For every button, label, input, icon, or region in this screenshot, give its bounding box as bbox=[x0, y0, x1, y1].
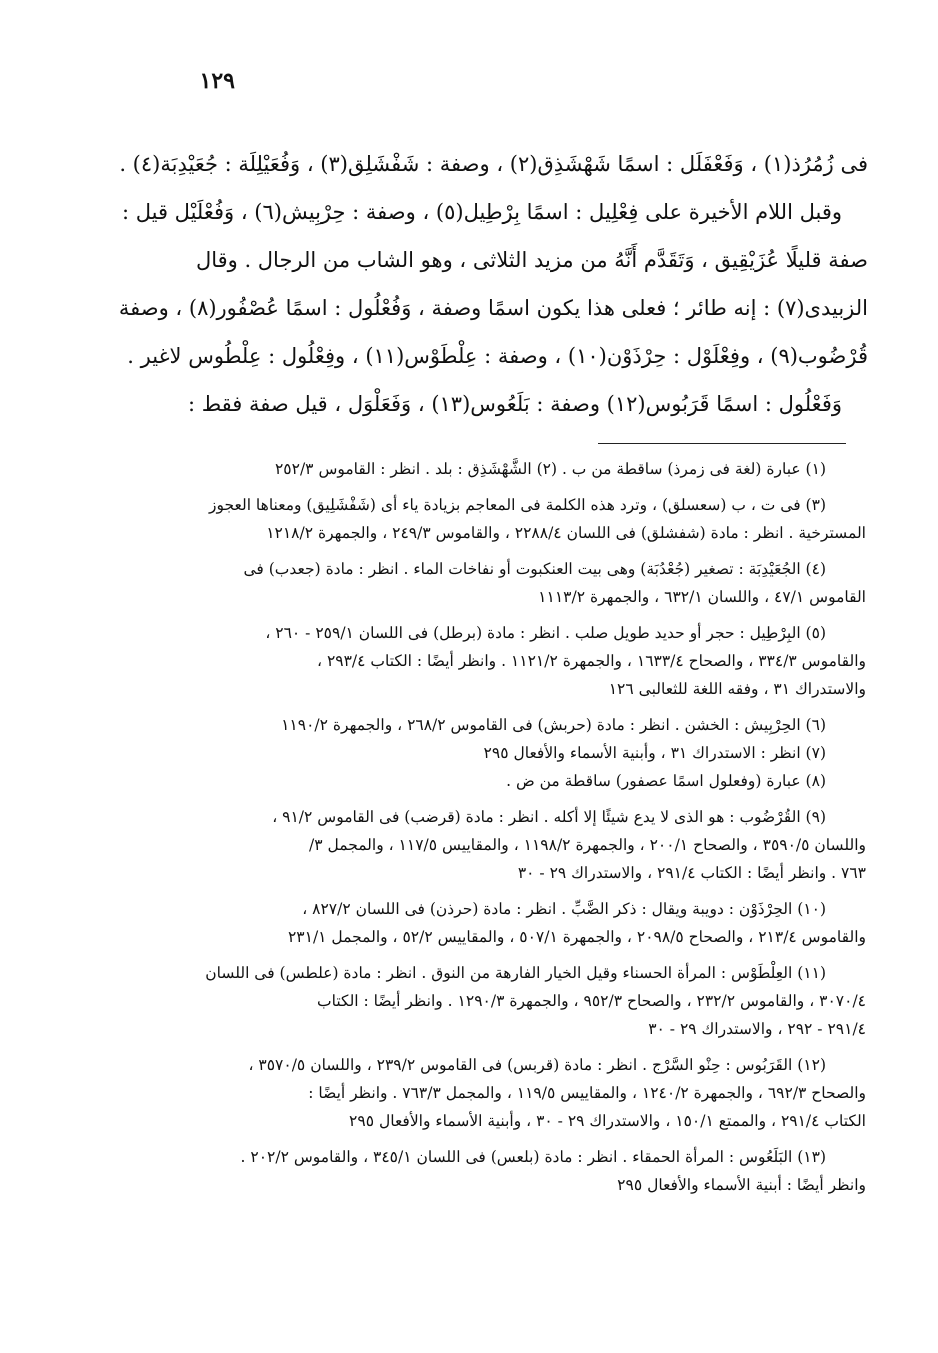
footnote-line: ٣٠٧٠/٤ ، والقاموس ٢٣٢/٢ ، والصحاح ٩٥٢/٣ ، والجمهرة ١٢٩٠/٣ . وانظر أيضًا : الكتاب bbox=[317, 992, 866, 1010]
page-number: ١٢٩ bbox=[199, 68, 235, 94]
footnote-separator bbox=[598, 443, 846, 444]
footnote-line: (٨) عبارة (وفعلول اسمًا عصفور) ساقطة من ض . bbox=[506, 772, 826, 790]
footnote-line: ٢٩١/٤ - ٢٩٢ ، والاستدراك ٢٩ - ٣٠ bbox=[648, 1020, 866, 1038]
footnote bbox=[150, 959, 866, 1043]
footnote-line: (٦) الحِرْبِيش : الخشن . انظر : مادة (حربش) فى القاموس ٢٦٨/٢ ، والجمهرة ١١٩٠/٢ bbox=[281, 716, 826, 734]
footnote-line: الكتاب ٢٩١/٤ ، والممتع ١٥٠/١ ، والاستدراك ٢٩ - ٣٠ ، وأبنية الأسماء والأفعال ٢٩٥ bbox=[349, 1112, 866, 1130]
footnote-line: والصحاح ٦٩٢/٣ ، والجمهرة ١٢٤٠/٢ ، والمقاييس ١١٩/٥ ، والمجمل ٧٦٣/٣ . وانظر أيضًا : bbox=[308, 1084, 866, 1102]
main-text-line: قُرْضُوب(٩) ، وفِعْلَوْل : حِرْذَوْن(١٠) ، وصفة : عِلْطَوْس(١١) ، وفِعْلُول : عِلْطُوس لاغير . bbox=[127, 344, 868, 368]
footnote-line: (٩) القُرْضُوب : هو الذى لا يدع شيئًا إلا أكله . انظر : مادة (قرضب) فى القاموس ٩١/٢ ، bbox=[272, 808, 826, 826]
footnote-line: (٥) البِرْطِيل : حجر أو حديد طويل صلب . انظر : مادة (برطل) فى اللسان ٢٥٩/١ - ٢٦٠ ، bbox=[265, 624, 826, 642]
main-text-line: وقبل اللام الأخيرة على فِعْلِيل : اسمًا بِرْطِيل(٥) ، وصفة : حِرْبِيش(٦) ، وَفُعْلَيْل قيل : bbox=[121, 200, 842, 224]
footnote bbox=[150, 895, 866, 951]
main-text-line: وَفَعْلُول : اسمًا قَرَبُوس(١٢) وصفة : بَلَعُوس(١٣) ، وَفَعَلْوَل ، قيل صفة فقط : bbox=[188, 392, 842, 416]
footnote-line: القاموس ٤٧/١ ، واللسان ٦٣٢/١ ، والجمهرة ١١١٣/٢ bbox=[538, 588, 866, 606]
main-text-line: الزبيدى(٧) : إنه طائر ؛ فعلى هذا يكون اسمًا وصفة ، وَفُعْلُول : اسمًا عُصْفُور(٨) ، وصفة bbox=[118, 296, 868, 320]
footnote-line: (١٠) الحِرْذَوْن : دويبة ويقال : ذكر الضَّبِّ . انظر : مادة (حرذن) فى اللسان ٨٢٧/٢ ، bbox=[302, 900, 826, 918]
footnote bbox=[150, 619, 866, 703]
footnote bbox=[150, 711, 866, 795]
footnote bbox=[150, 1143, 866, 1199]
footnote-line: وانظر أيضًا : أبنية الأسماء والأفعال ٢٩٥ bbox=[617, 1176, 866, 1194]
footnote-line: (١٢) القَرَبُوس : حِنْو السَّرْج . انظر : مادة (قربس) فى القاموس ٢٣٩/٢ ، واللسان ٣٥٧٠/٥ ، bbox=[248, 1056, 826, 1074]
footnote bbox=[150, 803, 866, 887]
main-text bbox=[118, 140, 868, 428]
footnote bbox=[150, 555, 866, 611]
footnote-line: ٧٦٣ . وانظر أيضًا : الكتاب ٢٩١/٤ ، والاستدراك ٢٩ - ٣٠ bbox=[517, 864, 866, 882]
footnote bbox=[150, 1051, 866, 1135]
footnote-line: (١٣) البَلَعُوس : المرأة الحمقاء . انظر : مادة (بلعس) فى اللسان ٣٤٥/١ ، والقاموس ٢٠٢/٢ . bbox=[240, 1148, 826, 1166]
footnote-line: والاستدراك ٣١ ، وفقه اللغة للثعالبى ١٢٦ bbox=[608, 680, 866, 698]
footnotes bbox=[150, 455, 866, 1207]
main-text-line: صفة قليلًا عُزَيْقِيق ، وَتَقَدَّم أَنَّهُ من مزيد الثلاثى ، وهو الشاب من الرجال . وقال bbox=[195, 248, 868, 272]
footnote-line: والقاموس ٢١٣/٤ ، والصحاح ٢٠٩٨/٥ ، والجمهرة ٥٠٧/١ ، والمقاييس ٥٢/٢ ، والمجمل ٢٣١/١ bbox=[287, 928, 866, 946]
footnote-line: (٤) الجُعَيْدِبَة : تصغير (جُعْدُبَة) وهى بيت العنكبوت أو نفاخات الماء . انظر : مادة (جعدب) فى bbox=[243, 560, 826, 578]
footnote bbox=[150, 491, 866, 547]
footnote-line: (٧) انظر : الاستدراك ٣١ ، وأبنية الأسماء والأفعال ٢٩٥ bbox=[483, 744, 826, 762]
footnote-line: (٣) فى ت ، ب (سعسلق) ، وترد هذه الكلمة فى المعاجم بزيادة ياء أى (شَفْشَلِيق) ومعناها العجوز bbox=[209, 496, 826, 514]
footnote bbox=[150, 455, 866, 483]
footnote-line: والقاموس ٣٣٤/٣ ، والصحاح ١٦٣٣/٤ ، والجمهرة ١١٢١/٢ . وانظر أيضًا : الكتاب ٢٩٣/٤ ، bbox=[317, 652, 866, 670]
footnote-line: المسترخية . انظر : مادة (شفشلق) فى اللسان ٢٢٨٨/٤ ، والقاموس ٢٤٩/٣ ، والجمهرة ١٢١٨/٢ bbox=[266, 524, 866, 542]
footnote-line: واللسان ٣٥٩٠/٥ ، والصحاح ٢٠٠/١ ، والجمهرة ١١٩٨/٢ ، والمقاييس ١١٧/٥ ، والمجمل ٣/ bbox=[309, 836, 866, 854]
main-text-line: فى زُمُرُذ(١) ، وَفَعْفَلَل : اسمًا شَهْشَذِق(٢) ، وصفة : شَفْشَلِق(٣) ، وَفُعَيْلِلَة : جُعَيْدِبَة(٤) . bbox=[119, 152, 868, 176]
footnote-line: (١١) العِلْطَوْس : المرأة الحسناء وقيل الخيار الفارهة من النوق . انظر : مادة (علطس) فى اللسان bbox=[205, 964, 826, 982]
footnote-line: (١) عبارة (لغة فى زمرذ) ساقطة من ب . (٢) الشَّهْشَذِق : بلد . انظر : القاموس ٢٥٢/٣ bbox=[274, 460, 826, 478]
